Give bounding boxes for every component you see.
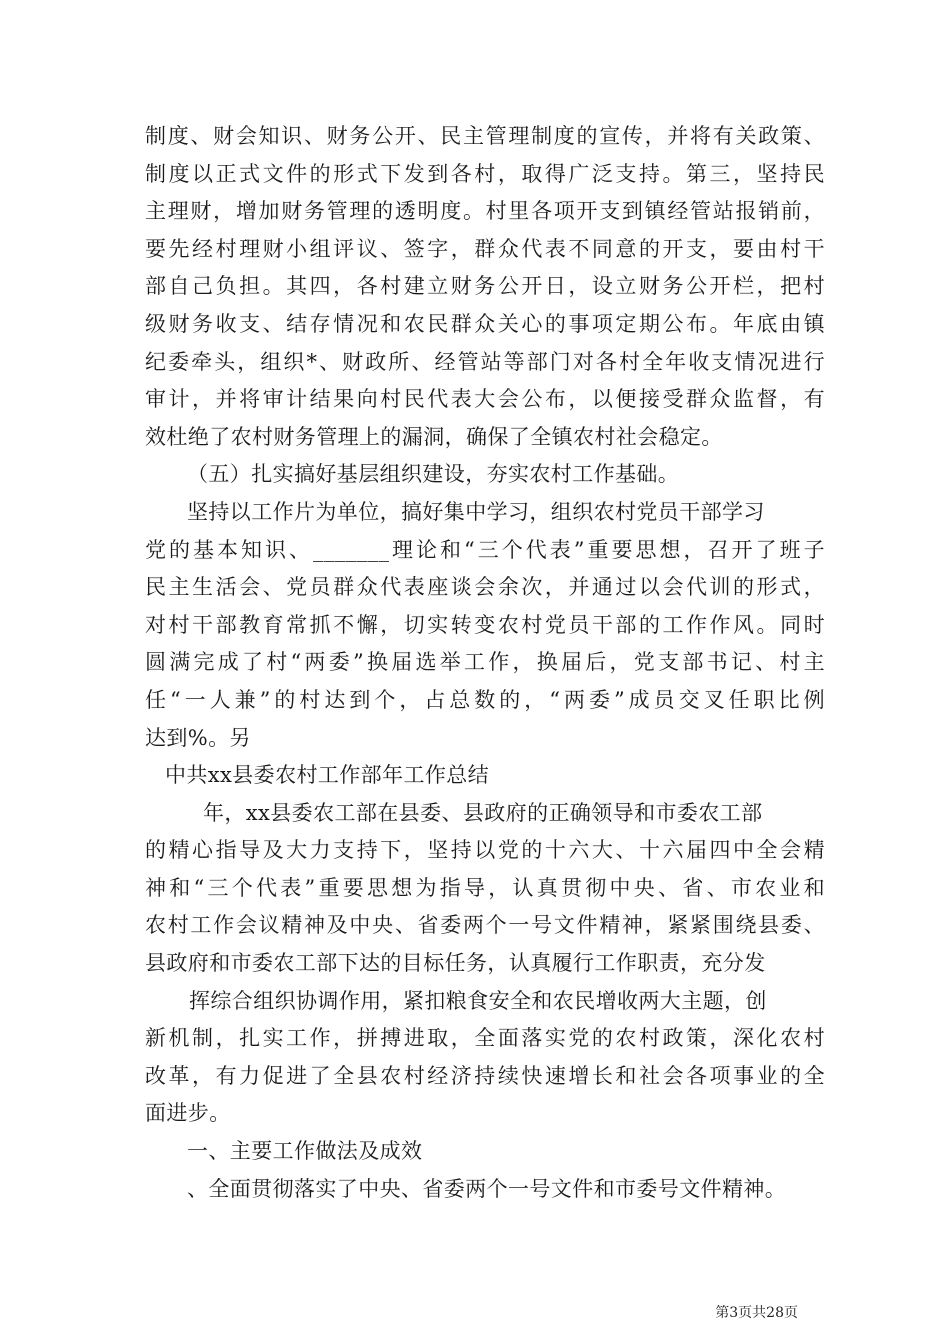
text-line: 的精心指导及大力支持下，坚持以党的十六大、十六届四中全会精: [145, 838, 825, 863]
text-line: 党的基本知识、_______理论和“三个代表”重要思想，召开了班子: [145, 537, 825, 562]
text-line: 效杜绝了农村财务管理上的漏洞，确保了全镇农村社会稳定。: [145, 424, 723, 449]
text-line: 审计，并将审计结果向村民代表大会公布，以便接受群众监督，有: [145, 387, 825, 412]
text-line: 神和“三个代表”重要思想为指导，认真贯彻中央、省、市农业和: [145, 875, 825, 900]
page-number: 第3页共28页: [715, 1305, 798, 1321]
text-line: 制度以正式文件的形式下发到各村，取得广泛支持。第三，坚持民: [145, 161, 825, 186]
text-line: 改革，有力促进了全县农村经济持续快速增长和社会各项事业的全: [145, 1063, 825, 1088]
section-heading: 一、主要工作做法及成效: [187, 1139, 423, 1164]
text-line: 级财务收支、结存情况和农民群众关心的事项定期公布。年底由镇: [145, 311, 825, 336]
text-line: 面进步。: [145, 1101, 231, 1126]
text-line: 民主生活会、党员群众代表座谈会余次，并通过以会代训的形式，: [145, 575, 825, 600]
text-line: 制度、财会知识、财务公开、民主管理制度的宣传，并将有关政策、: [145, 124, 825, 148]
text-line: 主理财，增加财务管理的透明度。村里各项开支到镇经管站报销前，: [145, 199, 825, 224]
text-line: 任“一人兼”的村达到个，占总数的，“两委”成员交叉任职比例: [145, 687, 825, 712]
text-line: 圆满完成了村“两委”换届选举工作，换届后，党支部书记、村主: [145, 650, 825, 675]
text-line: 县政府和市委农工部下达的目标任务，认真履行工作职责，充分发: [145, 951, 766, 976]
text-line: 部自己负担。其四，各村建立财务公开日，设立财务公开栏，把村: [145, 274, 825, 299]
text-line: 达到%。另: [145, 725, 251, 750]
paragraph-start: 年，xx县委农工部在县委、县政府的正确领导和市委农工部: [203, 800, 763, 825]
paragraph-start: 坚持以工作片为单位，搞好集中学习，组织农村党员干部学习: [187, 499, 765, 524]
text-line: 农村工作会议精神及中央、省委两个一号文件精神，紧紧围绕县委、: [145, 913, 825, 938]
section-heading: （五）扎实搞好基层组织建设，夯实农村工作基础。: [187, 462, 680, 487]
text-line: 纪委牵头，组织*、财政所、经管站等部门对各村全年收支情况进行: [145, 349, 825, 374]
document-body: [145, 118, 825, 1208]
text-line: 新机制，扎实工作，拼搏进取，全面落实党的农村政策，深化农村: [145, 1026, 825, 1051]
text-line: 对村干部教育常抓不懈，切实转变农村党员干部的工作作风。同时: [145, 612, 825, 637]
paragraph-start: 、全面贯彻落实了中央、省委两个一号文件和市委号文件精神。: [187, 1176, 787, 1201]
text-line: 要先经村理财小组评议、签字，群众代表不同意的开支，要由村干: [145, 236, 825, 261]
paragraph-start: 挥综合组织协调作用，紧扣粮食安全和农民增收两大主题，创: [189, 988, 767, 1013]
document-subtitle: 中共xx县委农村工作部年工作总结: [165, 763, 490, 788]
